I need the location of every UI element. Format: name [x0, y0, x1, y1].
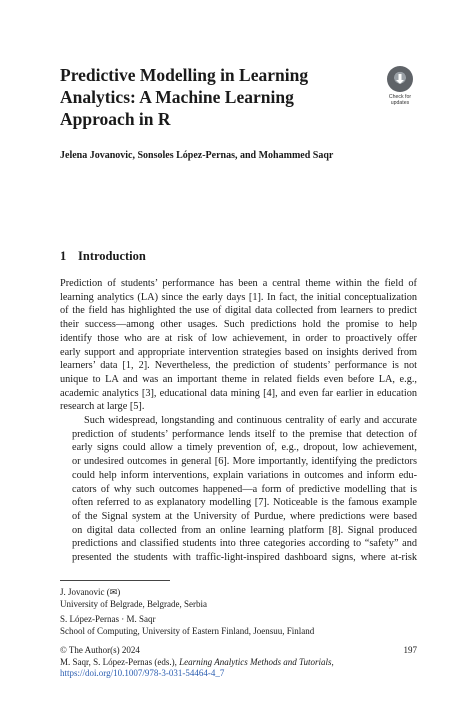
author-name: J. Jovanovic (✉) [60, 587, 121, 597]
section-heading [60, 248, 146, 264]
text-line: learning analytics (LA) since the early days [1]. In fact, the initial conceptualization [60, 291, 417, 303]
chapter-title [60, 64, 360, 130]
paragraph [60, 277, 417, 414]
doi-link[interactable]: https://doi.org/10.1007/978-3-031-54464-4_7 [60, 668, 225, 678]
badge-label: Check for updates [388, 94, 412, 106]
text-line: or undesired outcomes in general [6]. More importantly, identifying the predictors [72, 456, 417, 468]
affiliation-1 [60, 587, 420, 610]
text-line: research at large [5]. [60, 401, 145, 413]
title-line: Approach in R [60, 109, 171, 129]
paragraph [60, 414, 417, 565]
copyright-notice: © The Author(s) 2024 [60, 645, 140, 655]
text-line: unique to LA and was an important theme in related fields even before LA, e.g., [60, 373, 417, 385]
affiliation-2 [60, 614, 420, 637]
body-text [60, 277, 417, 565]
editors: M. Saqr, S. López-Pernas (eds.), [60, 656, 180, 667]
text-line: cators of why such outcomes happened—a form of predictive modelling that is [72, 483, 417, 495]
check-for-updates-icon [387, 66, 413, 92]
text-line: often referred to as explanatory modelling [7]. Noticeable is the famous example [72, 497, 417, 509]
institution: University of Belgrade, Belgrade, Serbia [60, 598, 207, 609]
text-line: learners’ data [1, 2]. Nevertheless, the prediction of students’ performance is not [60, 360, 417, 372]
copyright-block [60, 645, 420, 680]
section-number: 1 [60, 249, 67, 263]
text-line: could help inform interventions, explain variations in outcomes and inform edu- [72, 469, 417, 481]
text-line: presented the students with traffic-light-inspired dashboard signs, where at-risk [72, 552, 417, 564]
check-for-updates-badge[interactable] [382, 66, 418, 106]
text-line: their success—among other usages. Such predictions hold the promise to help [60, 319, 417, 331]
text-line: of the Signal system at the University of Purdue, where predictions were based [72, 510, 417, 522]
text-line: Prediction of students’ performance has been a central theme within the field of [60, 278, 417, 289]
text-line: identify those who are at risk of low achievement, in order to proactively offer [60, 332, 417, 344]
text-line: on digital data collected from an online learning platform [8]. Signal produced [72, 524, 417, 536]
text-line: Such widespread, longstanding and continuous centrality of early and accurate [84, 415, 417, 427]
text-line: predictions and classified students into three categories according to “safety” and [72, 538, 417, 550]
title-line: Predictive Modelling in Learning [60, 65, 309, 85]
institution: School of Computing, University of Eastern Finland, Joensuu, Finland [60, 625, 315, 636]
page-number: 197 [403, 645, 417, 655]
text-line: prediction of students’ performance lends itself to the premise that detection of [72, 428, 417, 440]
title-line: Analytics: A Machine Learning [60, 87, 294, 107]
section-title: Introduction [78, 249, 146, 263]
book-title: Learning Analytics Methods and Tutorials [179, 656, 332, 667]
book-title-suffix: , [331, 656, 334, 667]
text-line: academic analytics [3], educational data mining [4], and even far earlier in education [60, 387, 417, 399]
text-line: early signs could allow a timely prevention of, e.g., dropout, low achievement, [72, 442, 417, 454]
author-list: Jelena Jovanovic, Sonsoles López-Pernas, and Mohammed Saqr [60, 150, 334, 161]
footnote-divider [60, 580, 170, 581]
text-line: early support and appropriate intervention strategies based on insights derived from [60, 346, 417, 358]
text-line: of the field has highlighted the use of digital data collected from learners to predict [60, 305, 417, 317]
author-name: S. López-Pernas · M. Saqr [60, 614, 156, 624]
